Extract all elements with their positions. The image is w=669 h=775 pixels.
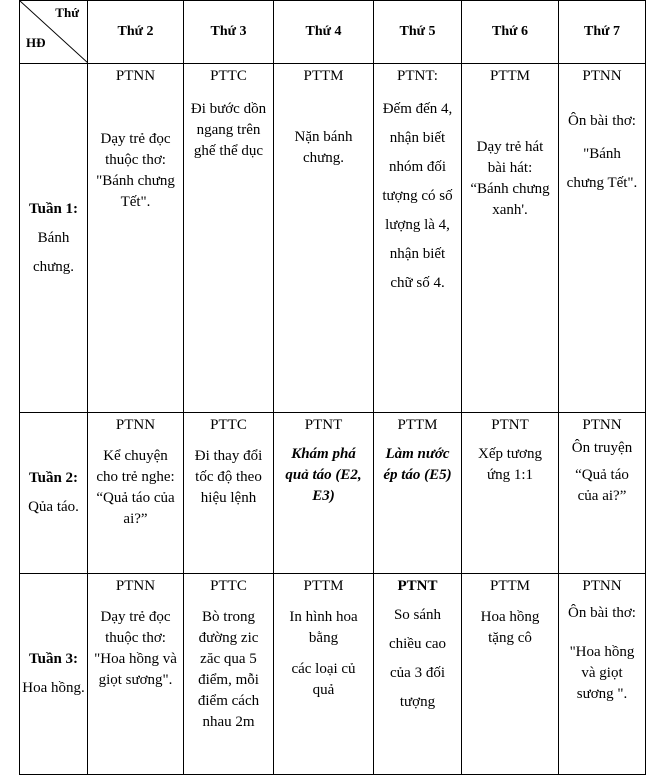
activity-cell <box>274 64 374 413</box>
lesson-plan-sheet <box>19 0 645 771</box>
week-row <box>20 64 646 413</box>
activity-cell <box>374 64 462 413</box>
activity-text-continued: các loại củ quả <box>291 661 356 698</box>
development-area: PTTM <box>303 68 344 84</box>
development-area: PTTC <box>210 417 247 433</box>
week-number: Tuần 1: <box>28 200 79 217</box>
development-area: PTTC <box>210 578 247 594</box>
activity-text: Hoa hồng tặng cô <box>480 609 540 646</box>
week-number: Tuần 2: <box>28 470 79 486</box>
development-area: PTNN <box>115 417 156 433</box>
activity-cell <box>374 574 462 775</box>
activity-cell <box>559 574 646 775</box>
corner-cell <box>20 1 88 64</box>
development-area: PTTC <box>210 68 247 84</box>
week-number: Tuần 3: <box>28 651 79 667</box>
week-theme: Bánh chưng. <box>32 229 75 275</box>
development-area: PTNN <box>582 578 622 594</box>
day-header: Thứ 5 <box>374 1 462 64</box>
development-area: PTTM <box>303 578 344 594</box>
week-row <box>20 574 646 775</box>
activity-text: Dạy trẻ hát bài hát: “Bánh chưng xanh'. <box>470 139 550 218</box>
activity-text: Đi bước dồn ngang trên ghế thể dục <box>190 101 267 159</box>
activity-text: Bò trong đường zic zăc qua 5 điểm, mỗi điểm cách nhau 2m <box>197 609 260 730</box>
activity-text: Xếp tương ứng 1:1 <box>478 446 542 483</box>
header-row <box>20 1 646 64</box>
activity-text-continued: “Quả táo của ai?” <box>575 467 629 504</box>
activity-cell <box>274 574 374 775</box>
activity-text: Đi thay đổi tốc độ theo hiệu lệnh <box>194 448 263 506</box>
development-area: PTNT <box>491 417 529 433</box>
development-area: PTNN <box>115 578 156 594</box>
day-header: Thứ 3 <box>184 1 274 64</box>
activity-cell <box>374 413 462 574</box>
day-header: Thứ 2 <box>88 1 184 64</box>
development-area: PTNT <box>397 578 438 594</box>
development-area: PTNN <box>582 68 622 84</box>
activity-cell <box>559 64 646 413</box>
week-label <box>20 413 88 574</box>
activity-text: Ôn truyện <box>571 440 633 456</box>
activity-text: Làm nước ép táo (E5) <box>383 446 452 483</box>
activity-cell <box>462 413 559 574</box>
week-label <box>20 64 88 413</box>
development-area: PTTM <box>397 417 438 433</box>
weekly-schedule-table <box>19 0 646 775</box>
development-area: PTNT: <box>397 68 438 84</box>
activity-cell <box>184 413 274 574</box>
development-area: PTTM <box>489 68 530 84</box>
activity-cell <box>88 574 184 775</box>
day-header: Thứ 7 <box>559 1 646 64</box>
activity-cell <box>462 574 559 775</box>
activity-text: Ôn bài thơ: <box>568 605 636 621</box>
development-area: PTNN <box>582 417 622 433</box>
activity-cell <box>559 413 646 574</box>
corner-day-label: Thứ <box>55 5 79 20</box>
activity-cell <box>462 64 559 413</box>
activity-cell <box>88 413 184 574</box>
activity-text: Ôn bài thơ: <box>568 113 636 129</box>
activity-text: Kể chuyện cho trẻ nghe: “Quả táo của ai?” <box>96 448 175 527</box>
activity-cell <box>184 574 274 775</box>
activity-text: In hình hoa bằng <box>289 609 358 646</box>
development-area: PTTM <box>489 578 530 594</box>
corner-activity-label: HĐ <box>26 35 46 50</box>
activity-text-continued: "Hoa hồng và giọt sương ". <box>569 644 635 702</box>
week-row <box>20 413 646 574</box>
day-header: Thứ 4 <box>274 1 374 64</box>
activity-text-continued: "Bánh chưng Tết". <box>566 146 638 191</box>
activity-text: So sánh chiều cao của 3 đối tượng <box>388 607 447 710</box>
day-header: Thứ 6 <box>462 1 559 64</box>
activity-text: Đếm đến 4, nhận biết nhóm đối tượng có số lượng là 4, nhận biết chữ số 4. <box>382 101 453 291</box>
week-theme: Hoa hồng. <box>22 680 85 696</box>
activity-cell <box>274 413 374 574</box>
development-area: PTNN <box>115 68 156 84</box>
activity-cell <box>184 64 274 413</box>
activity-text: Khám phá quả táo (E2, E3) <box>285 446 362 504</box>
activity-text: Dạy trẻ đọc thuộc thơ: "Bánh chưng Tết". <box>96 131 175 210</box>
development-area: PTNT <box>304 417 343 433</box>
week-theme: Qủa táo. <box>28 499 79 515</box>
week-label <box>20 574 88 775</box>
activity-cell <box>88 64 184 413</box>
activity-text: Dạy trẻ đọc thuộc thơ: "Hoa hồng và giọt sương". <box>94 609 177 688</box>
activity-text: Nặn bánh chưng. <box>294 129 353 166</box>
